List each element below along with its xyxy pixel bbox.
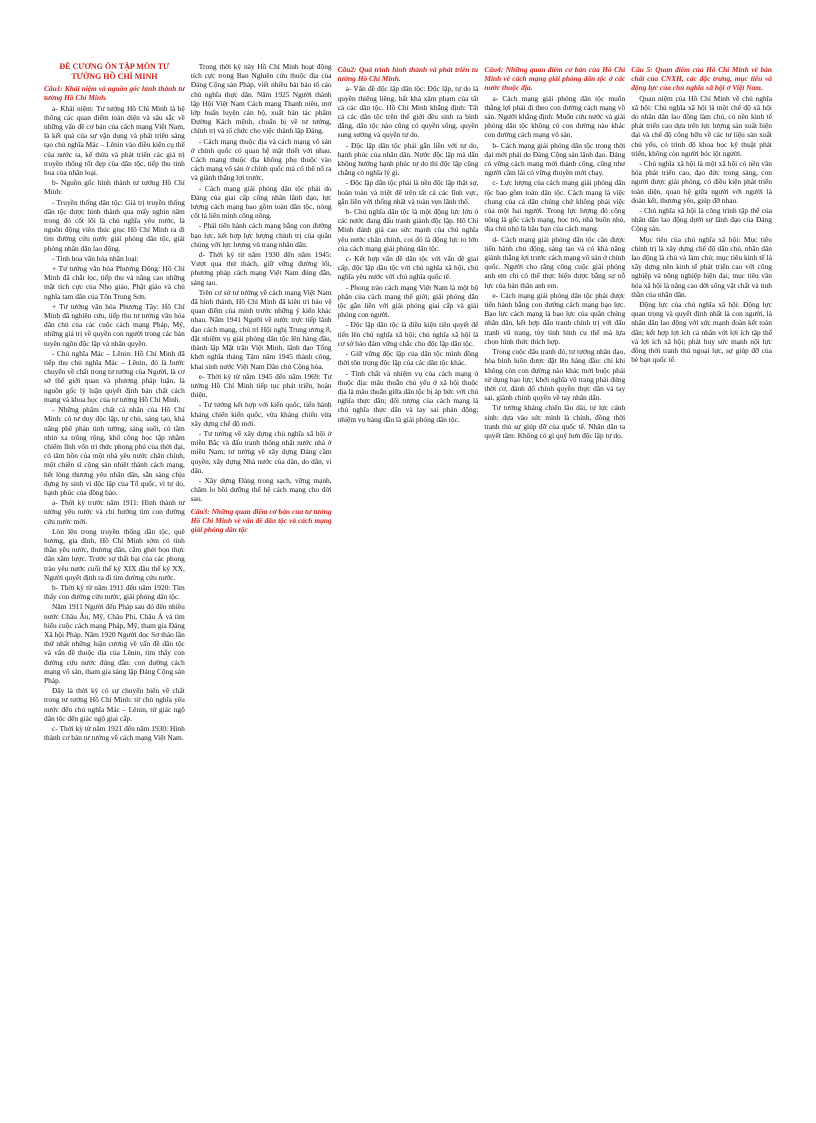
paragraph: b- Cách mạng giải phóng dân tộc trong thời đại mới phải do Đảng Cộng sản lãnh đạo. Đảng có vững cách mạng mới thành công, cũng như người cầm lái có vững thuyền mới chạy.	[484, 140, 626, 178]
paragraph: - Phong trào cách mạng Việt Nam là một bộ phận của cách mạng thế giới; giải phóng dân tộc gắn liền với giải phóng giai cấp và giải phóng con người.	[337, 282, 479, 320]
question-2-heading: Câu2: Quá trình hình thành và phát triển tư tưởng Hồ Chí Minh.	[337, 65, 479, 84]
paragraph: Trong cuộc đấu tranh đó, tư tưởng nhân đạo, hòa bình luôn được đặt lên hàng đầu: chỉ khi không còn con đường nào khác mới buộc phải sử dụng bạo lực; khởi nghĩa vũ trang phải đúng thời cơ, đánh đổ chính quyền thực dân và tay sai, giành chính quyền về tay nhân dân.	[484, 347, 626, 403]
column-2-body	[191, 62, 332, 504]
paragraph: - Phải tiến hành cách mạng bằng con đường bạo lực, kết hợp lực lượng chính trị của quần chúng với lực lượng vũ trang nhân dân.	[190, 221, 332, 249]
paragraph: a- Khái niệm: Tư tưởng Hồ Chí Minh là hệ thống các quan điểm toàn diện và sâu sắc về những vấn đề cơ bản của cách mạng Việt Nam, là kết quả của sự vận dụng và phát triển sáng tạo chủ nghĩa Mác – Lênin vào điều kiện cụ thể của nước ta, kế thừa và phát triển các giá trị truyền thống tốt đẹp của dân tộc, tiếp thu tinh hoa của nhân loại.	[44, 103, 185, 178]
paragraph: - Tinh hoa văn hóa nhân loại:	[52, 253, 139, 263]
paragraph: a- Vấn đề độc lập dân tộc: Độc lập, tự do là quyền thiêng liêng, bất khả xâm phạm của tất cả các dân tộc. Hồ Chí Minh khẳng định: Tất cả các dân tộc trên thế giới đều sinh ra bình đẳng, dân tộc nào cũng có quyền sống, quyền sung sướng và quyền tự do.	[337, 84, 479, 140]
paragraph: - Giữ vững độc lập của dân tộc mình đồng thời tôn trọng độc lập của các dân tộc khác.	[337, 349, 479, 368]
question-5-heading: Câu 5: Quan điểm của Hồ Chí Minh về bản chất của CNXH, các đặc trưng, mục tiêu và động lực của chủ nghĩa xã hội ở Việt Nam.	[631, 65, 772, 93]
paragraph: Mục tiêu của chủ nghĩa xã hội: Mục tiêu chính trị là xây dựng chế độ dân chủ, nhân dân lao động là chủ và làm chủ; mục tiêu kinh tế là xây dựng nền kinh tế phát triển cao với công nghiệp và nông nghiệp hiện đại; mục tiêu văn hóa xã hội là nâng cao đời sống vật chất và tinh thần của nhân dân.	[631, 234, 772, 299]
paragraph: d- Thời kỳ từ năm 1930 đến năm 1945: Vượt qua thử thách, giữ vững đường lối, phương pháp cách mạng Việt Nam đúng đắn, sáng tạo.	[190, 250, 332, 287]
paragraph: - Chủ nghĩa xã hội là công trình tập thể của nhân dân lao động dưới sự lãnh đạo của Đảng Cộng sản.	[631, 206, 772, 234]
column-5-body	[631, 94, 772, 365]
paragraph: - Chủ nghĩa xã hội là một xã hội có nền văn hóa phát triển cao, đạo đức trong sáng, con người được giải phóng, có điều kiện phát triển toàn diện, quan hệ giữa người với người là đoàn kết, thương yêu, giúp đỡ nhau.	[631, 159, 772, 205]
paragraph: - Tư tưởng kết hợp với kiến quốc, tiến hành kháng chiến kiến quốc, vừa kháng chiến vừa xây dựng chế độ mới.	[190, 400, 332, 428]
paragraph: - Tính chất và nhiệm vụ của cách mạng ở thuộc địa: mâu thuẫn chủ yếu ở xã hội thuộc địa là mâu thuẫn giữa dân tộc bị áp bức với chủ nghĩa thực dân; đối tượng của cách mạng là chủ nghĩa thực dân và tay sai phản động; nhiệm vụ hàng đầu là giải phóng dân tộc.	[337, 368, 479, 424]
text-column-3	[338, 62, 479, 1103]
column-1-body	[44, 104, 185, 743]
paragraph: b- Nguồn gốc hình thành tư tưởng Hồ Chí Minh:	[44, 178, 185, 197]
question-1-heading: Câu1: Khái niệm và nguồn gốc hình thành tư tưởng Hồ Chí Minh.	[44, 84, 185, 103]
paragraph: - Chủ nghĩa Mác – Lênin: Hồ Chí Minh đã tiếp thu chủ nghĩa Mác – Lênin, đó là bước chuyển về chất trong tư tưởng của Người, là cơ sở thế giới quan và phương pháp luận, là nguồn gốc lý luận quyết định bản chất cách mạng và khoa học của tư tưởng Hồ Chí Minh.	[44, 348, 185, 404]
text-column-4	[484, 62, 625, 1103]
paragraph: - Độc lập dân tộc là điều kiện tiên quyết để tiến lên chủ nghĩa xã hội; chủ nghĩa xã hội là cơ sở bảo đảm vững chắc cho độc lập dân tộc.	[337, 320, 479, 348]
text-column-2	[191, 62, 332, 1103]
paragraph: b- Thời kỳ từ năm 1911 đến năm 1920: Tìm thấy con đường cứu nước, giải phóng dân tộc.	[44, 582, 185, 602]
paragraph: c- Thời kỳ từ năm 1921 đến năm 1930: Hình thành cơ bản tư tưởng về cách mạng Việt Nam.	[44, 724, 185, 743]
column-3-body	[338, 84, 479, 423]
paragraph: e- Cách mạng giải phóng dân tộc phải được tiến hành bằng con đường cách mạng bạo lực. Bạo lực cách mạng là bạo lực của quần chúng nhân dân, kết hợp đấu tranh chính trị với đấu tranh vũ trang, tùy tình hình cụ thể mà lựa chọn hình thức thích hợp.	[484, 290, 626, 346]
paragraph: Trên cơ sở tư tưởng về cách mạng Việt Nam đã hình thành, Hồ Chí Minh đã kiên trì bảo vệ quan điểm của mình trước những ý kiến khác nhau. Năm 1941 Người về nước trực tiếp lãnh đạo cách mạng, chủ trì Hội nghị Trung ương 8, đặt nhiệm vụ giải phóng dân tộc lên hàng đầu, thành lập Mặt trận Việt Minh, lãnh đạo Tổng khởi nghĩa tháng Tám năm 1945 thành công, khai sinh nước Việt Nam Dân chủ Cộng hòa.	[190, 287, 332, 371]
paragraph: e- Thời kỳ từ năm 1945 đến năm 1969: Tư tưởng Hồ Chí Minh tiếp tục phát triển, hoàn thiện.	[190, 371, 332, 400]
paragraph: - Độc lập dân tộc phải gắn liền với tự do, hạnh phúc của nhân dân. Nước độc lập mà dân không hưởng hạnh phúc tự do thì độc lập cũng chẳng có nghĩa lý gì.	[337, 140, 479, 178]
document-title: ĐỀ CƯƠNG ÔN TẬP MÔN TƯ TƯỞNG HỒ CHÍ MINH	[59, 62, 170, 81]
paragraph: a- Cách mạng giải phóng dân tộc muốn thắng lợi phải đi theo con đường cách mạng vô sản. Người khẳng định: Muốn cứu nước và giải phóng dân tộc không có con đường nào khác con đường cách mạng vô sản.	[484, 93, 626, 140]
paragraph: a- Thời kỳ trước năm 1911: Hình thành tư tưởng yêu nước và chí hướng tìm con đường cứu nước mới.	[44, 498, 185, 526]
paragraph: - Độc lập dân tộc phải là nền độc lập thật sự, hoàn toàn và triệt để trên tất cả các lĩnh vực, gắn liền với thống nhất và toàn vẹn lãnh thổ.	[337, 178, 479, 206]
paragraph: Đây là thời kỳ có sự chuyển biến về chất trong tư tưởng Hồ Chí Minh: từ chủ nghĩa yêu nước đến chủ nghĩa Mác – Lênin, từ giác ngộ dân tộc đến giác ngộ giai cấp.	[44, 686, 185, 723]
paragraph: - Tư tưởng về xây dựng chủ nghĩa xã hội ở miền Bắc và đấu tranh thống nhất nước nhà ở miền Nam; tư tưởng về xây dựng Đảng cầm quyền, xây dựng Nhà nước của dân, do dân, vì dân.	[190, 428, 332, 475]
paragraph: b- Chủ nghĩa dân tộc là một động lực lớn ở các nước đang đấu tranh giành độc lập. Hồ Chí Minh đánh giá cao sức mạnh của chủ nghĩa yêu nước chân chính, coi đó là động lực to lớn của cách mạng giải phóng dân tộc.	[337, 207, 479, 253]
paragraph: + Tư tưởng văn hóa Phương Tây: Hồ Chí Minh đã nghiên cứu, tiếp thu tư tưởng văn hóa dân chủ của các cuộc cách mạng Pháp, Mỹ, những giá trị về quyền con người trong các bản tuyên ngôn độc lập và nhân quyền.	[44, 301, 185, 348]
paragraph: Tư tưởng kháng chiến lâu dài, tự lực cánh sinh: dựa vào sức mình là chính, đồng thời tranh thủ sự giúp đỡ của quốc tế. Nhân dân ta quyết tâm: Không có gì quý hơn độc lập tự do.	[484, 403, 626, 440]
paragraph: Lòn lên trong truyền thống dân tộc, quê hương, gia đình, Hồ Chí Minh sớm có tinh thần yêu nước, thương dân, căm ghét bọn thực dân xâm lược. Trước sự thất bại của các phong trào yêu nước cuối thế kỷ XIX đầu thế kỷ XX, Người quyết định ra đi tìm đường cứu nước.	[44, 526, 185, 582]
text-column-5	[631, 62, 772, 1103]
paragraph: - Những phẩm chất cá nhân của Hồ Chí Minh: có tư duy độc lập, tự chủ, sáng tạo, khả năng phê phán tinh tường, sáng suốt, có tầm nhìn xa trông rộng, khổ công học tập nhằm chiếm lĩnh vốn tri thức phong phú của thời đại, có tâm hồn của một nhà yêu nước chân chính, một chiến sĩ cộng sản nhiệt thành cách mạng, hết lòng thương yêu nhân dân, sẵn sàng chịu đựng hy sinh vì độc lập của Tổ quốc, vì tự do, hạnh phúc của đồng bào.	[44, 405, 185, 497]
paragraph: Động lực của chủ nghĩa xã hội: Động lực quan trọng và quyết định nhất là con người, là nhân dân lao động với sức mạnh đoàn kết toàn dân; kết hợp lợi ích cá nhân với lợi ích tập thể và lợi ích xã hội; phát huy sức mạnh nội lực đồng thời tranh thủ ngoại lực, sự giúp đỡ của bè bạn quốc tế.	[631, 300, 772, 365]
paragraph: c- Kết hợp vấn đề dân tộc với vấn đề giai cấp, độc lập dân tộc với chủ nghĩa xã hội, chủ nghĩa yêu nước với chủ nghĩa quốc tế.	[337, 254, 479, 282]
paragraph: Năm 1911 Người đến Pháp sau đó đến nhiều nước Châu Âu, Mỹ, Châu Phi, Châu Á và tìm hiểu cuộc cách mạng Pháp, Mỹ, tham gia Đảng Xã hội Pháp. Năm 1920 Người đọc Sơ thảo lần thứ nhất những luận cương về vấn đề dân tộc và vấn đề thuộc địa của Lênin, tìm thấy con đường cứu nước đúng đắn: con đường cách mạng vô sản, tham gia sáng lập Đảng Cộng sản Pháp.	[44, 602, 185, 685]
paragraph: Trong thời kỳ này Hồ Chí Minh hoạt động tích cực trong Ban Nghiên cứu thuộc địa của Đảng Cộng sản Pháp, viết nhiều bài báo tố cáo chủ nghĩa thực dân. Năm 1925 Người thành lập Hội Việt Nam Cách mạng Thanh niên, mở lớp huấn luyện cán bộ, xuất bản tác phẩm Đường Kách mệnh, chuẩn bị về tư tưởng, chính trị và tổ chức cho việc thành lập Đảng.	[190, 62, 332, 136]
question-4-heading: Câu4: Những quan điểm cơ bản của Hồ Chí Minh về cách mạng giải phóng dân tộc ở các nước thuộc địa.	[484, 65, 626, 93]
text-column-1	[44, 62, 185, 1103]
paragraph: - Xây dựng Đảng trong sạch, vững mạnh, chăm lo bồi dưỡng thế hệ cách mạng cho đời sau.	[190, 475, 332, 504]
column-4-body	[484, 94, 625, 441]
paragraph: Quan niệm của Hồ Chí Minh về chủ nghĩa xã hội: Chủ nghĩa xã hội là một chế độ xã hội do nhân dân lao động làm chủ, có nền kinh tế phát triển cao dựa trên lực lượng sản xuất hiện đại và chế độ công hữu về các tư liệu sản xuất chủ yếu, có trình độ khoa học kỹ thuật phát triển, không còn người bóc lột người.	[631, 93, 772, 158]
question-3-heading: Câu3: Những quan điểm cơ bản của tư tưởng Hồ Chí Minh về vấn đề dân tộc và cách mạng giải phóng dân tộc	[190, 506, 332, 534]
paragraph: d- Cách mạng giải phóng dân tộc cần được tiến hành chủ động, sáng tạo và có khả năng giành thắng lợi trước cách mạng vô sản ở chính quốc. Người cho rằng công cuộc giải phóng anh em chỉ có thể thực hiện được bằng sự nỗ lực của bản thân anh em.	[484, 234, 626, 290]
paragraph: - Truyền thống dân tộc: Giá trị truyền thống dân tộc được hình thành qua mấy nghìn năm trong đó cốt lõi là chủ nghĩa yêu nước, là nguồn động viên thúc giục Hồ Chí Minh ra đi tìm đường cứu nước giải phóng dân tộc, giải phóng nhân dân lao động.	[44, 197, 185, 253]
paragraph: c- Lực lượng của cách mạng giải phóng dân tộc bao gồm toàn dân tộc. Cách mạng là việc chung của cả dân chúng chứ không phải việc của một hai người. Trong lực lượng đó công nông là gốc cách mạng, học trò, nhà buôn nhỏ, địa chủ nhỏ là bầu bạn của cách mạng.	[484, 178, 626, 234]
paragraph: - Cách mạng giải phóng dân tộc phải do Đảng của giai cấp công nhân lãnh đạo, lực lượng cách mạng bao gồm toàn dân tộc, nòng cốt là liên minh công nông.	[190, 183, 332, 221]
paragraph: + Tư tưởng văn hóa Phương Đông: Hồ Chí Minh đã chắt lọc, tiếp thu và nâng cao những mặt tích cực của Nho giáo, Phật giáo và chủ nghĩa tam dân của Tôn Trung Sơn.	[44, 264, 185, 301]
paragraph: - Cách mạng thuộc địa và cách mạng vô sản ở chính quốc có quan hệ mật thiết với nhau. Cách mạng thuộc địa không phụ thuộc vào cách mạng vô sản ở chính quốc mà có thể nổ ra và giành thắng lợi trước.	[190, 136, 332, 183]
